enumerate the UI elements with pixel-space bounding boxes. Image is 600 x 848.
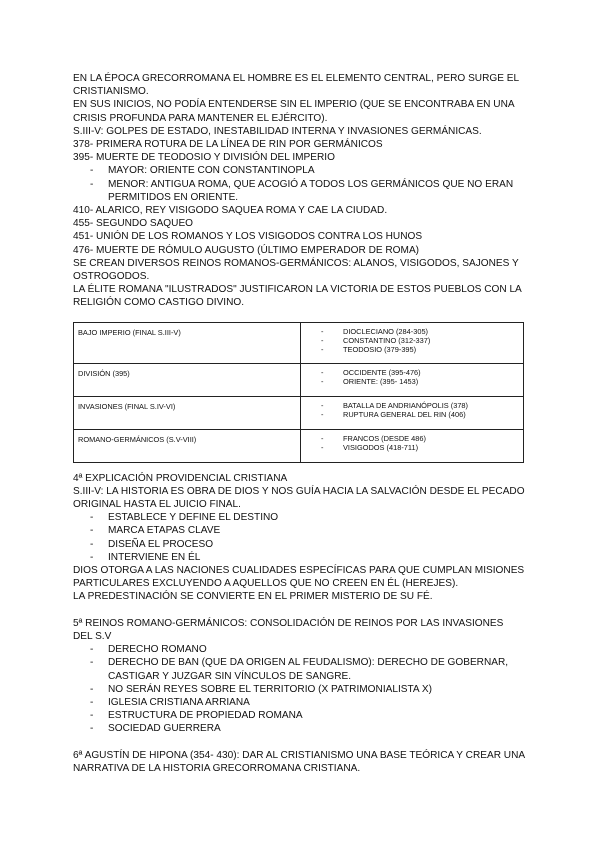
list-item: - DISEÑA EL PROCESO: [73, 538, 525, 551]
document-page: [73, 72, 525, 775]
table-cell-period: INVASIONES (FINAL S.IV-VI): [74, 396, 301, 429]
event-line: 451- UNIÓN DE LOS ROMANOS Y LOS VISIGODOS CONTRA LOS HUNOS: [73, 231, 423, 243]
table-item: - RUPTURA GENERAL DEL RIN (406): [321, 410, 519, 419]
list-item: - SOCIEDAD GUERRERA: [73, 722, 525, 735]
list-item: - IGLESIA CRISTIANA ARRIANA: [73, 696, 525, 709]
table-cell-items: [301, 429, 524, 462]
section-heading: 6ª AGUSTÍN DE HIPONA (354- 430): DAR AL CRISTIANISMO UNA BASE TEÓRICA Y CREAR UNA NARRATIVA DE LA HISTORIA GRECORROMANA CRISTIANA.: [73, 749, 525, 774]
list-item: - MARCA ETAPAS CLAVE: [73, 524, 525, 537]
table-row: [74, 429, 524, 462]
list-item: - MAYOR: ORIENTE CON CONSTANTINOPLA: [73, 164, 525, 177]
intro-line: 378- PRIMERA ROTURA DE LA LÍNEA DE RIN POR GERMÁNICOS: [73, 139, 383, 151]
event-line: 455- SEGUNDO SAQUEO: [73, 218, 194, 230]
table-item: - FRANCOS (DESDE 486): [321, 434, 519, 443]
list-item: - DERECHO ROMANO: [73, 643, 525, 656]
table-item: - ORIENTE: (395- 1453): [321, 377, 519, 386]
table-cell-period: ROMANO-GERMÁNICOS (S.V-VIII): [74, 429, 301, 462]
event-line: 410- ALARICO, REY VISIGODO SAQUEA ROMA Y CAE LA CIUDAD.: [73, 205, 388, 217]
intro-line: S.III-V: GOLPES DE ESTADO, INESTABILIDAD INTERNA Y INVASIONES GERMÁNICAS.: [73, 125, 482, 137]
list-item: - MENOR: ANTIGUA ROMA, QUE ACOGIÓ A TODOS LOS GERMÁNICOS QUE NO ERAN PERMITIDOS EN ORIENTE.: [73, 178, 525, 204]
division-list: [73, 164, 525, 204]
table-cell-items: [301, 363, 524, 396]
section4-list: [73, 511, 525, 564]
intro-line: EN SUS INICIOS, NO PODÍA ENTENDERSE SIN EL IMPERIO (QUE SE ENCONTRABA EN UNA CRISIS PROFUNDA PARA MANTENER EL EJÉRCITO).: [73, 99, 515, 124]
event-line: LA ÉLITE ROMANA "ILUSTRADOS" JUSTIFICARON LA VICTORIA DE ESTOS PUEBLOS CON LA RELIGIÓN COMO CASTIGO DIVINO.: [73, 284, 522, 309]
summary-table: [73, 322, 524, 463]
intro-line: 395- MUERTE DE TEODOSIO Y DIVISIÓN DEL IMPERIO: [73, 152, 335, 164]
list-item: - NO SERÁN REYES SOBRE EL TERRITORIO (X PATRIMONIALISTA X): [73, 683, 525, 696]
intro-line: EN LA ÉPOCA GRECORROMANA EL HOMBRE ES EL ELEMENTO CENTRAL, PERO SURGE EL CRISTIANISMO.: [73, 73, 519, 98]
table-item: - VISIGODOS (418-711): [321, 443, 519, 452]
list-item: - DERECHO DE BAN (QUE DA ORIGEN AL FEUDALISMO): DERECHO DE GOBERNAR, CASTIGAR Y JUZGAR SIN VÍNCULOS DE SANGRE.: [73, 656, 525, 682]
table-item: - BATALLA DE ANDRIANÓPOLIS (378): [321, 401, 519, 410]
section-text: S.III-V: LA HISTORIA ES OBRA DE DIOS Y NOS GUÍA HACIA LA SALVACIÓN DESDE EL PECADO ORIGINAL HASTA EL JUICIO FINAL.: [73, 485, 525, 511]
table-item: - DIOCLECIANO (284-305): [321, 327, 519, 336]
event-line: 476- MUERTE DE RÓMULO AUGUSTO (ÚLTIMO EMPERADOR DE ROMA): [73, 244, 420, 256]
list-item: - ESTABLECE Y DEFINE EL DESTINO: [73, 511, 525, 524]
section-heading: 4ª EXPLICACIÓN PROVIDENCIAL CRISTIANA: [73, 472, 288, 484]
table-row: [74, 396, 524, 429]
table-item: - CONSTANTINO (312-337): [321, 336, 519, 345]
section-text: LA PREDESTINACIÓN SE CONVIERTE EN EL PRIMER MISTERIO DE SU FÉ.: [73, 591, 433, 603]
list-item: - ESTRUCTURA DE PROPIEDAD ROMANA: [73, 709, 525, 722]
section5-list: [73, 643, 525, 735]
list-item: - INTERVIENE EN ÉL: [73, 551, 525, 564]
table-row: [74, 322, 524, 363]
table-cell-period: DIVISIÓN (395): [74, 363, 301, 396]
table-cell-items: [301, 396, 524, 429]
table-cell-period: BAJO IMPERIO (FINAL S.III-V): [74, 322, 301, 363]
section-heading: 5ª REINOS ROMANO-GERMÁNICOS: CONSOLIDACIÓN DE REINOS POR LAS INVASIONES DEL S.V: [73, 617, 504, 642]
table-item: - OCCIDENTE (395-476): [321, 368, 519, 377]
table-cell-items: [301, 322, 524, 363]
event-line: SE CREAN DIVERSOS REINOS ROMANOS-GERMÁNICOS: ALANOS, VISIGODOS, SAJONES Y OSTROGODOS.: [73, 257, 519, 283]
table-item: - TEODOSIO (379-395): [321, 345, 519, 354]
section-text: DIOS OTORGA A LAS NACIONES CUALIDADES ESPECÍFICAS PARA QUE CUMPLAN MISIONES PARTICULARES EXCLUYENDO A AQUELLOS QUE NO CREEN EN ÉL (HEREJES).: [73, 565, 525, 590]
table-row: [74, 363, 524, 396]
